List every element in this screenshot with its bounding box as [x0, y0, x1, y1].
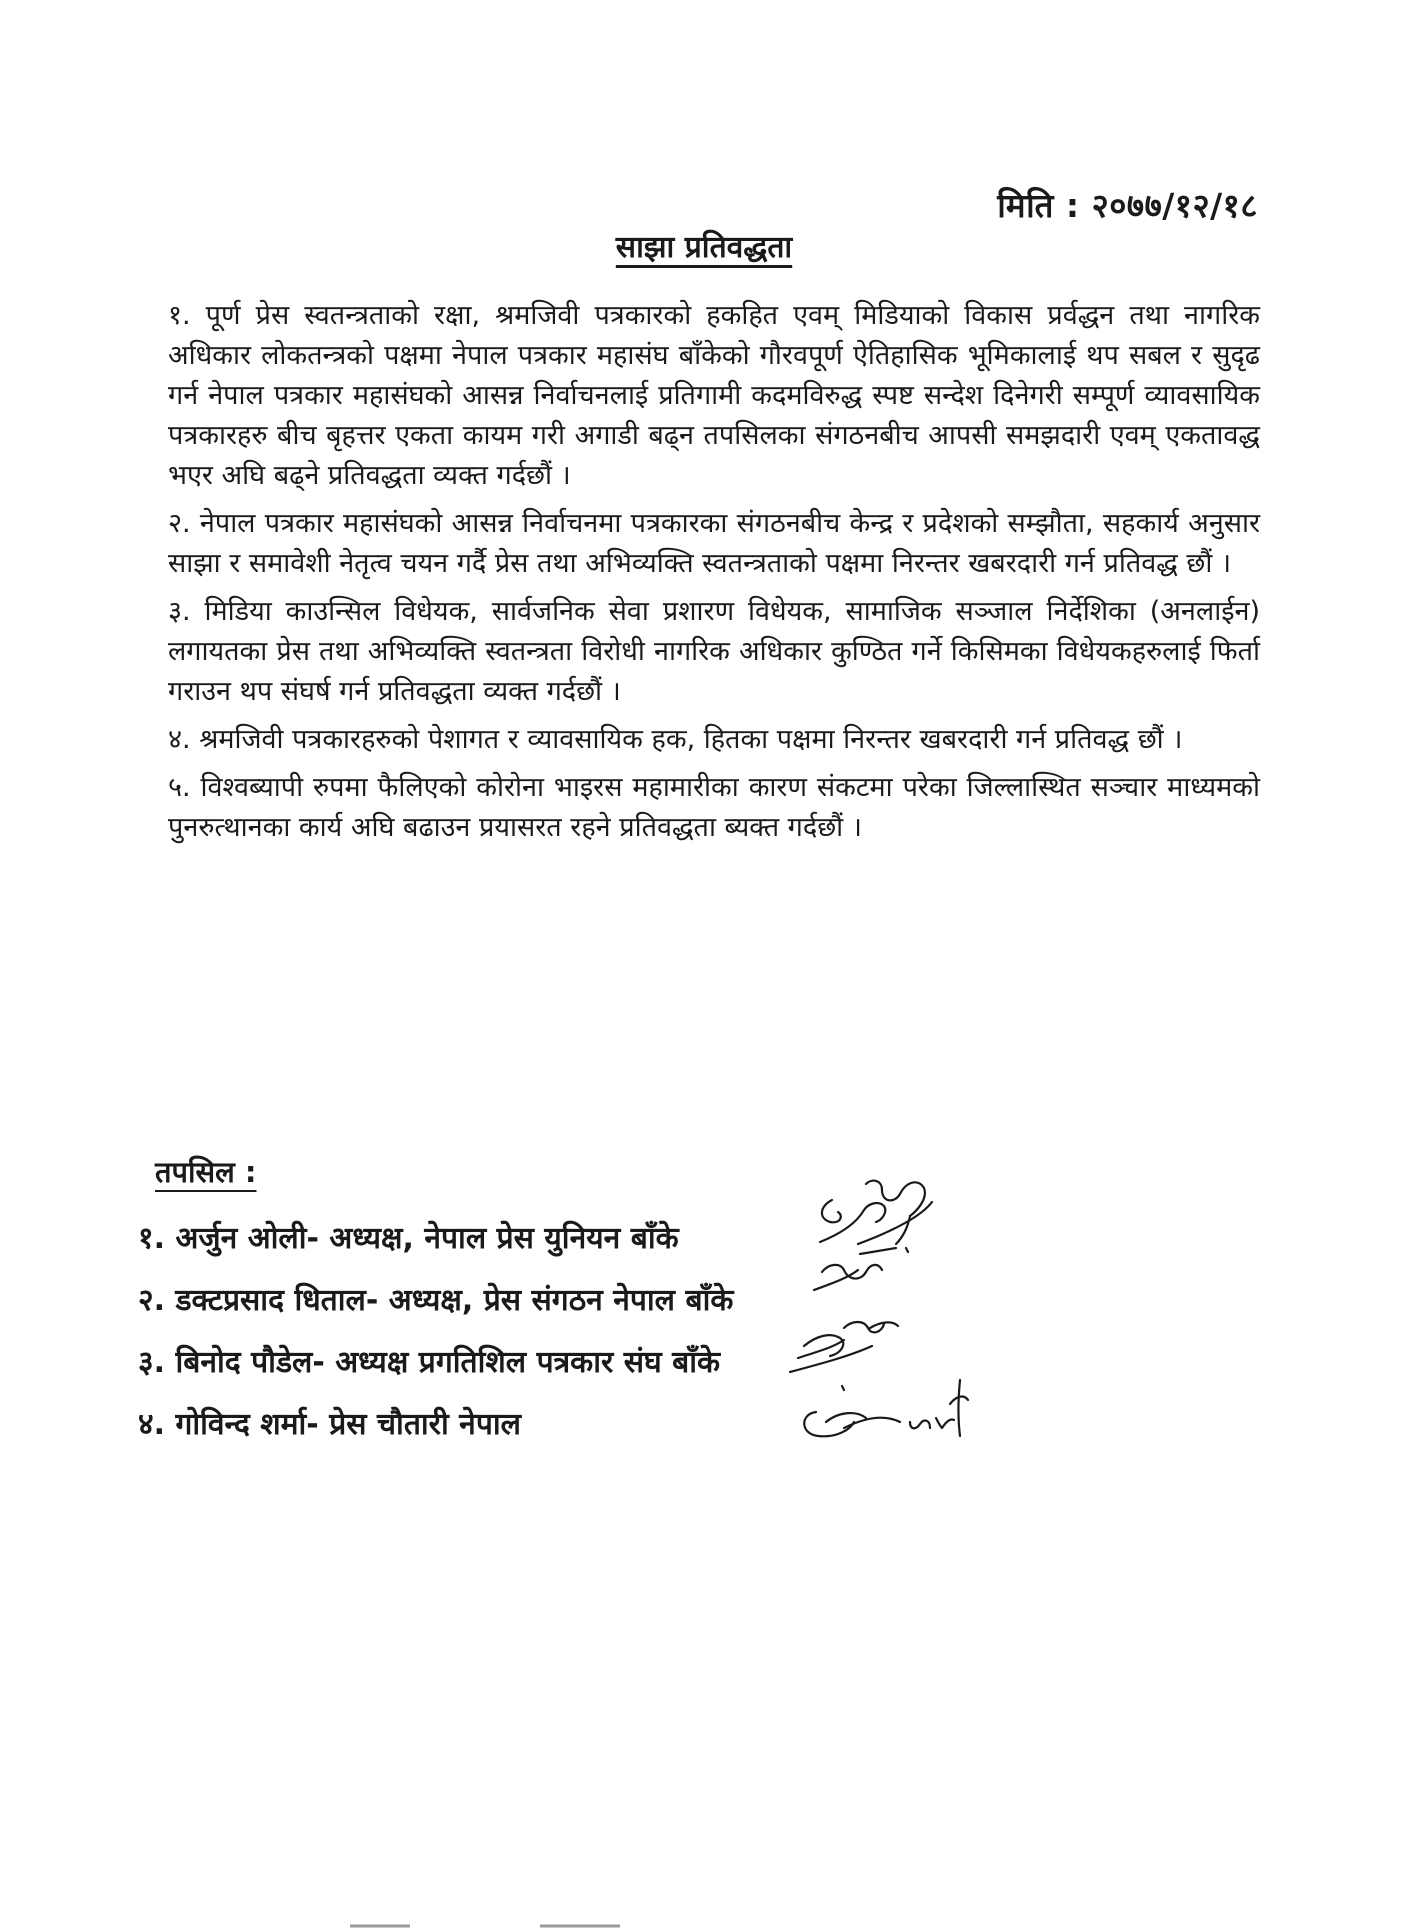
paragraph-3: ३. मिडिया काउन्सिल विधेयक, सार्वजनिक सेवा प्रशारण विधेयक, सामाजिक सञ्जाल निर्देशिका (अनलाईन) लगायतका प्रेस तथा अभिव्यक्ति स्वतन्त्रता विरोधी नागरिक अधिकार कुण्ठित गर्ने किसिमका विधेयकहरुलाई फिर्ता गराउन थप संघर्ष गर्न प्रतिवद्धता व्यक्त गर्दछौं ।: [168, 596, 1260, 707]
signatory-item: ४. गोविन्द शर्मा- प्रेस चौतारी नेपाल: [138, 1407, 521, 1442]
signatory-item: १. अर्जुन ओली- अध्यक्ष, नेपाल प्रेस युनियन बाँके: [138, 1221, 679, 1256]
signatory-list: [138, 1208, 838, 1456]
document-title: [0, 225, 1408, 266]
paragraph-5: ५. विश्वब्यापी रुपमा फैलिएको कोरोना भाइरस महामारीका कारण संकटमा परेका जिल्लास्थित सञ्चार माध्यमको पुनरुत्थानका कार्य अघि बढाउन प्रयासरत रहने प्रतिवद्धता ब्यक्त गर्दछौं ।: [168, 772, 1260, 843]
handwritten-signatures: [760, 1160, 1060, 1460]
paragraph-1: १. पूर्ण प्रेस स्वतन्त्रताको रक्षा, श्रमजिवी पत्रकारको हकहित एवम् मिडियाको विकास प्रर्वद्धन तथा नागरिक अधिकार लोकतन्त्रको पक्षमा नेपाल पत्रकार महासंघ बाँकेको गौरवपूर्ण ऐतिहासिक भूमिकालाई थप सबल र सुदृढ गर्न नेपाल पत्रकार महासंघको आसन्न निर्वाचनलाई प्रतिगामी कदमविरुद्ध स्पष्ट सन्देश दिनेगरी सम्पूर्ण व्यावसायिक पत्रकारहरु बीच बृहत्तर एकता कायम गरी अगाडी बढ्न तपसिलका संगठनबीच आपसी समझदारी एवम् एकतावद्ध भएर अघि बढ्ने प्रतिवद्धता व्यक्त गर्दछौं ।: [168, 300, 1260, 491]
document-body: [168, 296, 1260, 856]
document-title-text: साझा प्रतिवद्धता: [615, 230, 793, 265]
signatory-item: २. डक्टप्रसाद धिताल- अध्यक्ष, प्रेस संगठन नेपाल बाँके: [138, 1283, 734, 1318]
signature-4: [804, 1380, 968, 1436]
signature-1: [820, 1181, 932, 1244]
bottom-edge-marks: [340, 1918, 760, 1930]
signatory-item: ३. बिनोद पौडेल- अध्यक्ष प्रगतिशिल पत्रकार संघ बाँके: [138, 1345, 721, 1380]
list-heading: तपसिल :: [155, 1155, 257, 1189]
paragraph-2: २. नेपाल पत्रकार महासंघको आसन्न निर्वाचनमा पत्रकारका संगठनबीच केन्द्र र प्रदेशको सम्झौता, सहकार्य अनुसार साझा र समावेशी नेतृत्व चयन गर्दै प्रेस तथा अभिव्यक्ति स्वतन्त्रताको पक्षमा निरन्तर खबरदारी गर्न प्रतिवद्ध छौं ।: [168, 508, 1260, 579]
paragraph-4: ४. श्रमजिवी पत्रकारहरुको पेशागत र व्यावसायिक हक, हितका पक्षमा निरन्तर खबरदारी गर्न प्रतिवद्ध छौं ।: [168, 724, 1183, 755]
signature-2: [814, 1248, 908, 1290]
signature-3: [790, 1322, 898, 1390]
document-date: मिति : २०७७/१२/१८: [997, 186, 1258, 225]
